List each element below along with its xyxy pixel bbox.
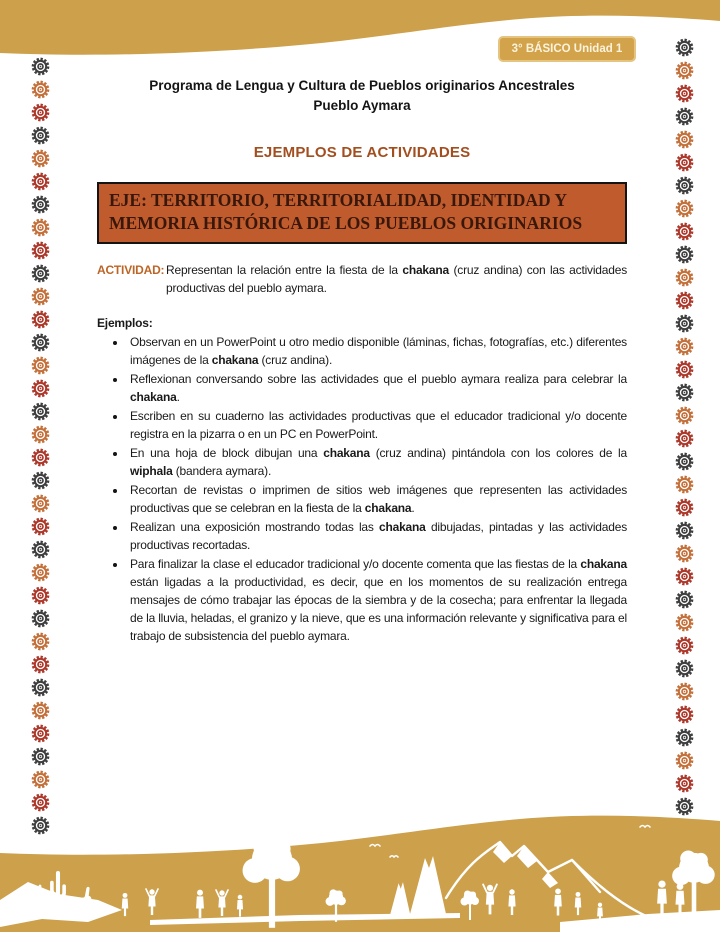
rosette-gear-icon xyxy=(675,176,694,195)
rosette-gear-icon xyxy=(31,241,50,260)
rosette-gear-icon xyxy=(675,659,694,678)
rosette-gear-icon xyxy=(675,521,694,540)
rosette-gear-icon xyxy=(675,291,694,310)
rosette-gear-icon xyxy=(675,636,694,655)
example-item: • Observan en un PowerPoint u otro medio disponible (láminas, fichas, fotografías, etc.) diferentes imágenes de la chakana (cruz andina). xyxy=(127,333,627,369)
rosette-gear-icon xyxy=(31,494,50,513)
rosette-gear-icon xyxy=(31,448,50,467)
rosette-gear-icon xyxy=(675,383,694,402)
rosette-gear-icon xyxy=(31,333,50,352)
rosette-gear-icon xyxy=(31,747,50,766)
rosette-gear-icon xyxy=(31,264,50,283)
rosette-gear-icon xyxy=(675,705,694,724)
rosette-gear-icon xyxy=(675,245,694,264)
rosette-gear-icon xyxy=(675,774,694,793)
right-ornament-strip xyxy=(674,38,694,816)
rosette-gear-icon xyxy=(31,103,50,122)
rosette-gear-icon xyxy=(31,724,50,743)
rosette-gear-icon xyxy=(675,567,694,586)
rosette-gear-icon xyxy=(31,402,50,421)
rosette-gear-icon xyxy=(31,655,50,674)
rosette-gear-icon xyxy=(675,475,694,494)
rosette-gear-icon xyxy=(675,728,694,747)
rosette-gear-icon xyxy=(675,268,694,287)
rosette-gear-icon xyxy=(31,563,50,582)
rosette-gear-icon xyxy=(675,199,694,218)
rosette-gear-icon xyxy=(31,310,50,329)
example-item: • Recortan de revistas o imprimen de sitios web imágenes que representen las actividades productivas que se celebran en la fiesta de la chakana. xyxy=(127,481,627,517)
rosette-gear-icon xyxy=(31,678,50,697)
rosette-gear-icon xyxy=(31,425,50,444)
document-content xyxy=(97,70,627,646)
rosette-gear-icon xyxy=(675,682,694,701)
rosette-gear-icon xyxy=(31,586,50,605)
eje-banner: EJE: TERRITORIO, TERRITORIALIDAD, IDENTIDAD Y MEMORIA HISTÓRICA DE LOS PUEBLOS ORIGINARIOS xyxy=(97,182,627,244)
rosette-gear-icon xyxy=(675,153,694,172)
rosette-gear-icon xyxy=(675,314,694,333)
example-item: • Realizan una exposición mostrando todas las chakana dibujadas, pintadas y las actividades productivas recortadas. xyxy=(127,518,627,554)
rosette-gear-icon xyxy=(31,356,50,375)
rosette-gear-icon xyxy=(31,218,50,237)
rosette-gear-icon xyxy=(675,222,694,241)
examples-label: Ejemplos: xyxy=(97,315,153,330)
rosette-gear-icon xyxy=(31,632,50,651)
unit-badge: 3° BÁSICO Unidad 1 xyxy=(498,36,636,62)
examples-list xyxy=(97,333,627,645)
rosette-gear-icon xyxy=(675,544,694,563)
rosette-gear-icon xyxy=(675,360,694,379)
rosette-gear-icon xyxy=(31,57,50,76)
example-item: • Reflexionan conversando sobre las actividades que el pueblo aymara realiza para celebrar la chakana. xyxy=(127,370,627,406)
left-ornament-strip xyxy=(30,57,50,835)
rosette-gear-icon xyxy=(31,195,50,214)
rosette-gear-icon xyxy=(675,38,694,57)
example-item: • Para finalizar la clase el educador tradicional y/o docente comenta que las fiestas de la chakana están ligadas a la productividad, es decir, que en los momentos de su realización entrega mensajes de cómo trabajar las épocas de la siembra y de la cosecha; para enfrentar la llegada de la lluvia, heladas, el granizo y la nieve, que es una información relevante y significativa para el trabajo de subsistencia del pueblo aymara. xyxy=(127,555,627,645)
rosette-gear-icon xyxy=(675,130,694,149)
activity-text: Representan la relación entre la fiesta de la chakana (cruz andina) con las actividades productivas del pueblo aymara. xyxy=(166,262,628,295)
activity-label: ACTIVIDAD: xyxy=(97,262,165,277)
rosette-gear-icon xyxy=(31,540,50,559)
rosette-gear-icon xyxy=(31,287,50,306)
program-title-line2: Pueblo Aymara xyxy=(313,98,411,114)
rosette-gear-icon xyxy=(675,751,694,770)
rosette-gear-icon xyxy=(675,613,694,632)
program-title-line1: Programa de Lengua y Cultura de Pueblos originarios Ancestrales xyxy=(149,78,575,93)
activity-row xyxy=(97,261,627,297)
rosette-gear-icon xyxy=(675,406,694,425)
rosette-gear-icon xyxy=(675,107,694,126)
rosette-gear-icon xyxy=(31,701,50,720)
example-item: • Escriben en su cuaderno las actividades productivas que el educador tradicional y/o docente registra en la pizarra o en un PC en PowerPoint. xyxy=(127,407,627,443)
section-heading: EJEMPLOS DE ACTIVIDADES xyxy=(253,143,471,161)
rosette-gear-icon xyxy=(31,379,50,398)
rosette-gear-icon xyxy=(675,452,694,471)
rosette-gear-icon xyxy=(31,471,50,490)
rosette-gear-icon xyxy=(675,498,694,517)
rosette-gear-icon xyxy=(31,80,50,99)
rosette-gear-icon xyxy=(31,126,50,145)
rosette-gear-icon xyxy=(31,172,50,191)
example-item: • En una hoja de block dibujan una chakana (cruz andina) pintándola con los colores de la wiphala (bandera aymara). xyxy=(127,444,627,480)
rosette-gear-icon xyxy=(31,517,50,536)
rosette-gear-icon xyxy=(675,84,694,103)
rosette-gear-icon xyxy=(675,590,694,609)
rosette-gear-icon xyxy=(31,609,50,628)
rosette-gear-icon xyxy=(31,770,50,789)
rosette-gear-icon xyxy=(675,337,694,356)
rosette-gear-icon xyxy=(675,429,694,448)
rosette-gear-icon xyxy=(31,149,50,168)
rosette-gear-icon xyxy=(675,61,694,80)
footer-landscape xyxy=(0,800,720,932)
